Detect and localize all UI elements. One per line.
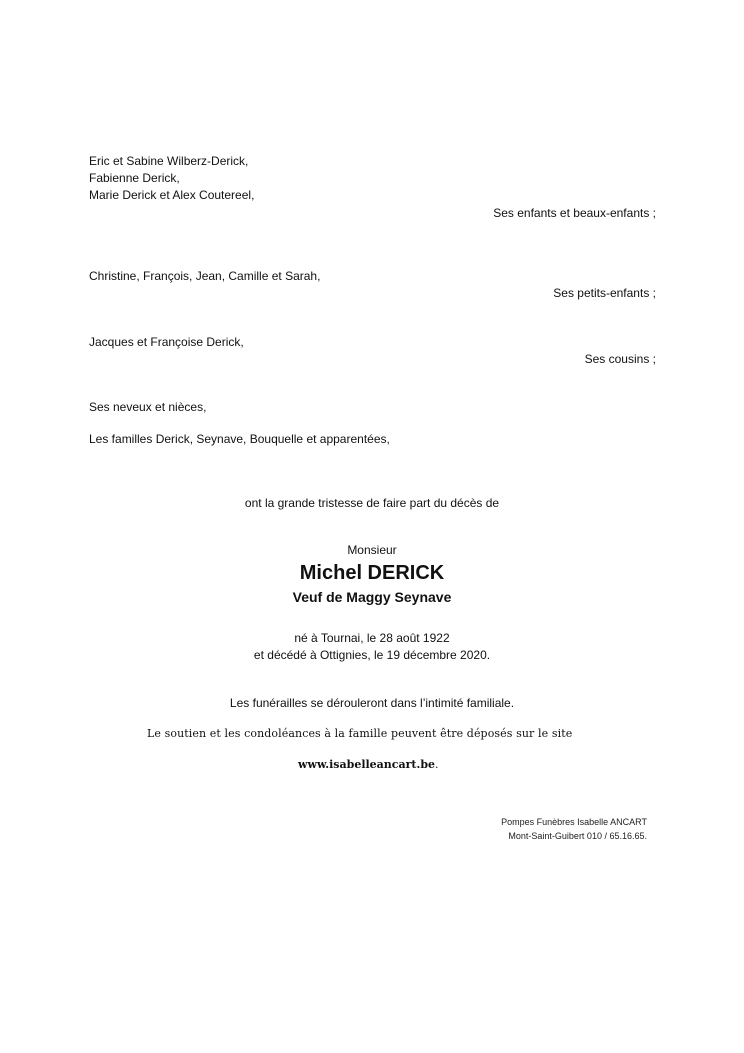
funeral-home-name: Pompes Funèbres Isabelle ANCART — [501, 817, 647, 827]
children-line-1: Eric et Sabine Wilberz-Derick, — [89, 154, 249, 168]
website-link[interactable]: www.isabelleancart.be — [298, 758, 436, 771]
grandchildren-role: Ses petits-enfants ; — [553, 286, 656, 300]
birth-line: né à Tournai, le 28 août 1922 — [294, 631, 450, 645]
death-line: et décédé à Ottignies, le 19 décembre 2020. — [253, 648, 491, 662]
cousins-role: Ses cousins ; — [584, 352, 656, 366]
website-line — [298, 756, 439, 773]
website-period: . — [435, 758, 439, 771]
condolences-text: Le soutien et les condoléances à la famille peuvent être déposés sur le site — [147, 727, 573, 740]
funeral-text: Les funérailles se dérouleront dans l’intimité familiale. — [229, 696, 515, 710]
grandchildren-names: Christine, François, Jean, Camille et Sarah, — [89, 269, 321, 283]
deceased-name: Michel DERICK — [299, 562, 445, 584]
children-line-3: Marie Derick et Alex Coutereel, — [89, 188, 255, 202]
deceased-widower: Veuf de Maggy Seynave — [292, 589, 452, 605]
cousins-names: Jacques et Françoise Derick, — [89, 335, 244, 349]
children-role: Ses enfants et beaux-enfants ; — [493, 206, 656, 220]
deceased-title: Monsieur — [347, 543, 397, 557]
children-line-2: Fabienne Derick, — [89, 171, 180, 185]
announcement-text: ont la grande tristesse de faire part du décès de — [244, 496, 500, 510]
families-line: Les familles Derick, Seynave, Bouquelle et apparentées, — [89, 432, 390, 446]
funeral-home-address: Mont-Saint-Guibert 010 / 65.16.65. — [508, 831, 647, 841]
nephews-line: Ses neveux et nièces, — [89, 400, 207, 414]
